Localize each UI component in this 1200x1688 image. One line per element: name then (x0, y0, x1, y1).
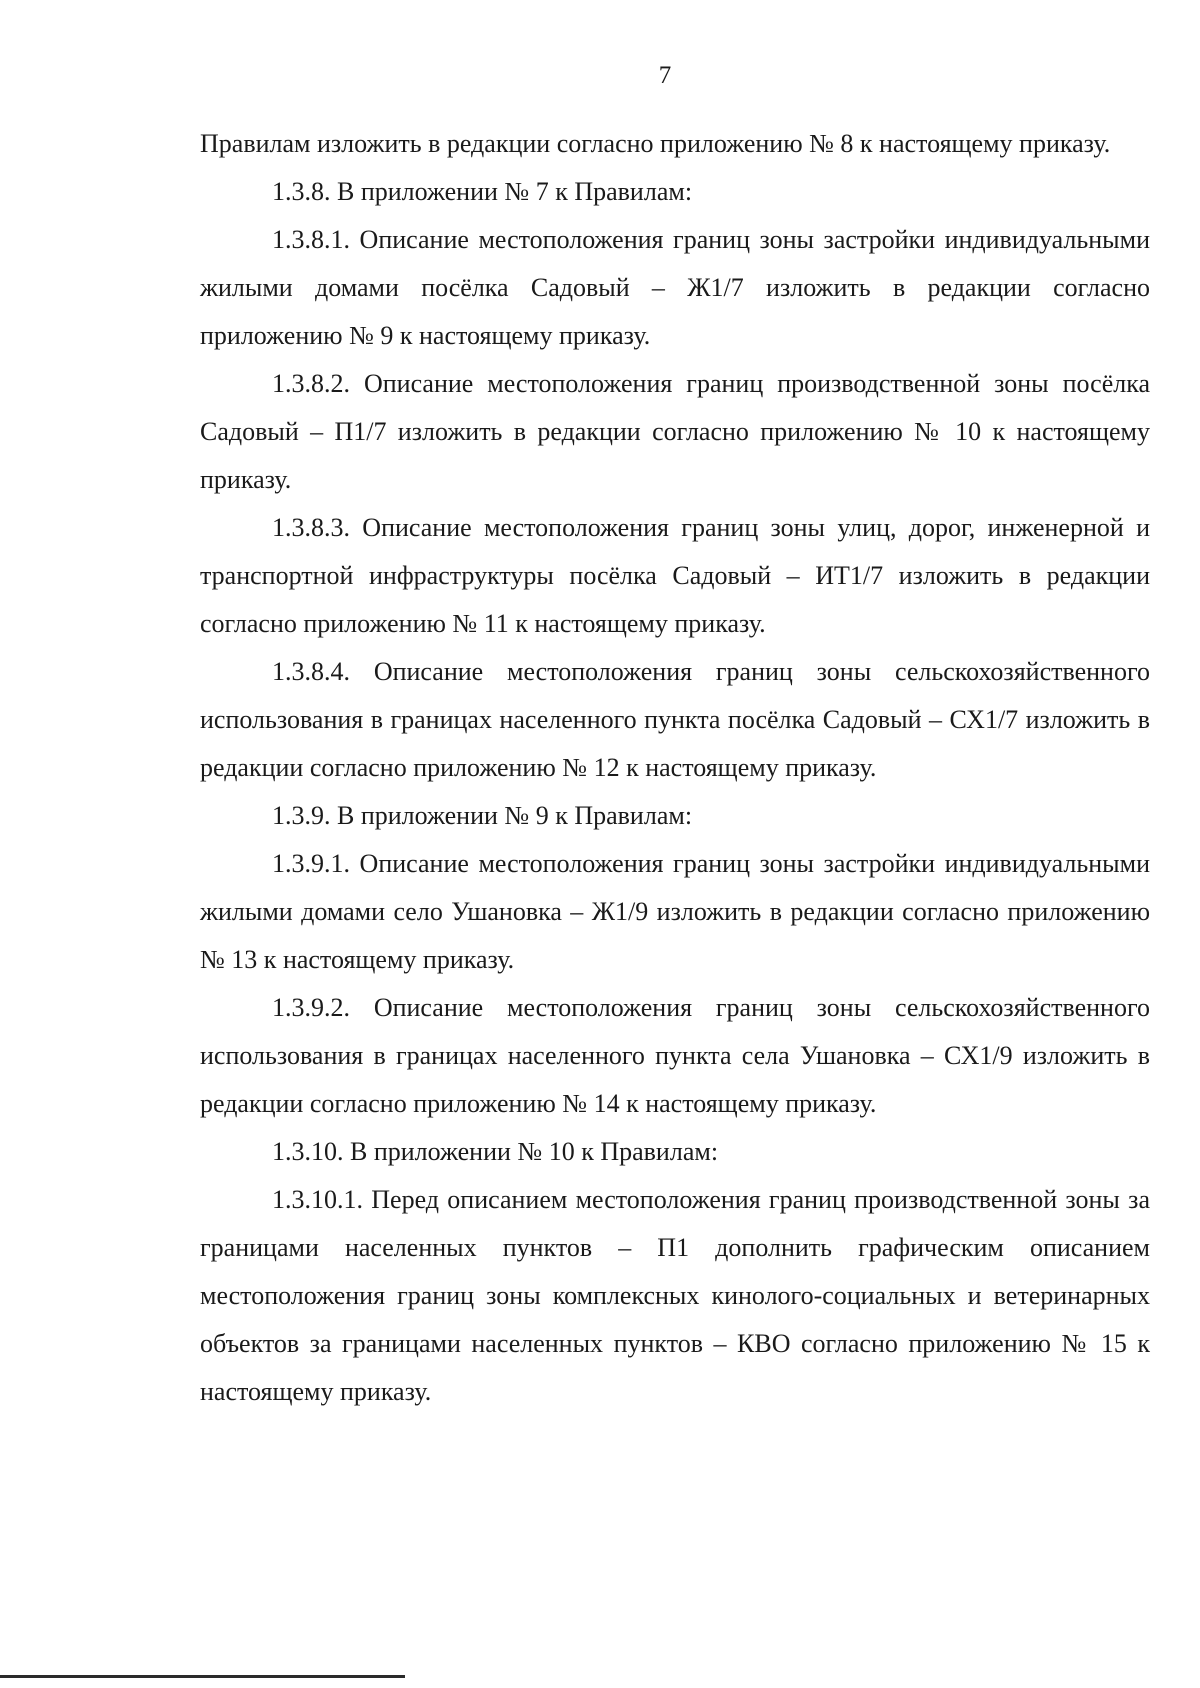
paragraph-1-3-8-4: 1.3.8.4. Описание местоположения границ зоны сельскохозяйственного использования в границах населенного пункта посёлка Садовый – СХ1/7 изложить в редакции согласно приложению № 12 к настоящему приказу. (200, 657, 1150, 782)
paragraph-1-3-8: 1.3.8. В приложении № 7 к Правилам: (272, 177, 693, 206)
paragraph-1-3-9-1: 1.3.9.1. Описание местоположения границ зоны застройки индивидуальными жилыми домами село Ушановка – Ж1/9 изложить в редакции согласно приложению № 13 к настоящему приказу. (200, 849, 1150, 974)
paragraph-1-3-9-2: 1.3.9.2. Описание местоположения границ зоны сельскохозяйственного использования в границах населенного пункта села Ушановка – СХ1/9 изложить в редакции согласно приложению № 14 к настоящему приказу. (200, 993, 1150, 1118)
footer-divider-line (0, 1675, 405, 1678)
page-number: 7 (658, 62, 672, 89)
paragraph-1-3-8-1: 1.3.8.1. Описание местоположения границ зоны застройки индивидуальными жилыми домами посёлка Садовый – Ж1/7 изложить в редакции согласно приложению № 9 к настоящему приказу. (200, 225, 1150, 350)
document-body (200, 120, 1150, 1416)
paragraph-1-3-10-1: 1.3.10.1. Перед описанием местоположения границ производственной зоны за границами населенных пунктов – П1 дополнить графическим описанием местоположения границ зоны комплексных кинолого-социальных и ветеринарных объектов за границами населенных пунктов – КВО согласно приложению № 15 к настоящему приказу. (200, 1185, 1150, 1406)
paragraph-1-3-10: 1.3.10. В приложении № 10 к Правилам: (272, 1137, 719, 1166)
paragraph-1-3-9: 1.3.9. В приложении № 9 к Правилам: (272, 801, 693, 830)
paragraph-1-3-8-2: 1.3.8.2. Описание местоположения границ производственной зоны посёлка Садовый – П1/7 изложить в редакции согласно приложению № 10 к настоящему приказу. (200, 369, 1150, 494)
paragraph-continuation: Правилам изложить в редакции согласно приложению № 8 к настоящему приказу. (200, 129, 1111, 158)
paragraph-1-3-8-3: 1.3.8.3. Описание местоположения границ зоны улиц, дорог, инженерной и транспортной инфраструктуры посёлка Садовый – ИТ1/7 изложить в редакции согласно приложению № 11 к настоящему приказу. (200, 513, 1150, 638)
